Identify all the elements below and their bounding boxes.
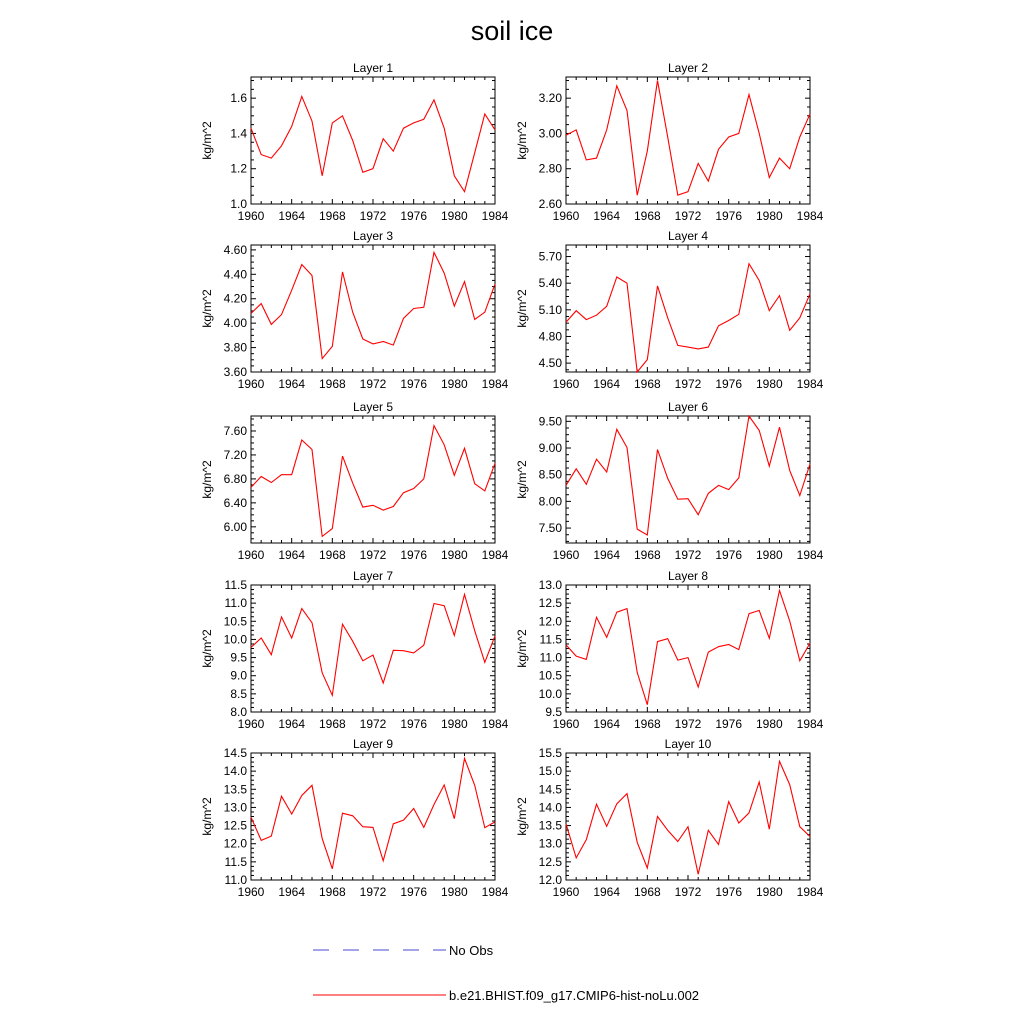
y-tick-label: 6.80 — [223, 471, 247, 486]
y-tick-label: 11.0 — [224, 873, 247, 887]
x-tick-label: 1984 — [481, 548, 509, 562]
x-tick-label: 1980 — [755, 377, 783, 391]
x-tick-label: 1964 — [278, 209, 306, 223]
y-tick-label: 6.40 — [223, 495, 247, 510]
x-tick-label: 1984 — [481, 885, 509, 899]
x-tick-label: 1980 — [440, 548, 468, 562]
y-tick-label: 8.00 — [538, 494, 562, 509]
series-line — [566, 416, 810, 535]
y-tick-label: 3.20 — [538, 91, 562, 106]
y-tick-label: 9.00 — [538, 441, 562, 456]
y-tick-label: 13.0 — [223, 800, 247, 815]
y-axis-label: kg/m^2 — [200, 797, 214, 836]
x-tick-label: 1972 — [359, 717, 387, 731]
y-tick-label: 3.80 — [223, 340, 247, 355]
y-tick-label: 2.80 — [538, 161, 562, 176]
y-axis-label: kg/m^2 — [200, 289, 214, 328]
x-tick-label: 1968 — [318, 885, 346, 899]
y-tick-label: 13.0 — [538, 836, 562, 851]
y-tick-label: 8.0 — [230, 705, 247, 719]
y-tick-label: 14.0 — [223, 764, 247, 779]
y-tick-label: 14.5 — [223, 746, 247, 760]
x-tick-label: 1968 — [318, 209, 346, 223]
series-line — [251, 96, 495, 191]
y-tick-label: 12.0 — [223, 836, 247, 851]
x-tick-label: 1968 — [633, 209, 661, 223]
x-tick-label: 1960 — [237, 885, 265, 899]
series-line — [251, 426, 495, 537]
y-tick-label: 11.0 — [224, 596, 247, 611]
x-tick-label: 1976 — [715, 377, 743, 391]
y-axis-label: kg/m^2 — [515, 289, 529, 328]
plot-frame — [566, 585, 810, 712]
legend-model-label: b.e21.BHIST.f09_g17.CMIP6-hist-noLu.002 — [449, 988, 700, 1003]
plot-frame — [251, 245, 495, 372]
plot-frame — [251, 753, 495, 880]
chart-panel-1 — [200, 61, 509, 223]
x-tick-label: 1980 — [755, 209, 783, 223]
y-tick-label: 4.20 — [223, 291, 247, 306]
y-tick-label: 1.6 — [230, 91, 247, 106]
y-tick-label: 10.0 — [223, 632, 247, 647]
x-tick-label: 1972 — [359, 885, 387, 899]
x-tick-label: 1972 — [359, 377, 387, 391]
x-tick-label: 1964 — [593, 548, 621, 562]
y-tick-label: 10.5 — [223, 614, 247, 629]
x-tick-label: 1976 — [400, 885, 428, 899]
y-axis-label: kg/m^2 — [515, 629, 529, 668]
panel-title: Layer 9 — [352, 737, 394, 751]
y-tick-label: 4.00 — [223, 316, 247, 331]
x-tick-label: 1960 — [237, 209, 265, 223]
x-tick-label: 1960 — [552, 548, 580, 562]
y-tick-label: 2.60 — [538, 197, 562, 211]
x-tick-label: 1968 — [318, 377, 346, 391]
plot-frame — [566, 416, 810, 543]
y-tick-label: 9.50 — [538, 414, 562, 429]
y-tick-label: 14.5 — [538, 782, 562, 797]
chart-panel-9 — [200, 737, 509, 899]
x-tick-label: 1984 — [796, 209, 824, 223]
chart-panel-2 — [515, 61, 824, 223]
chart-panel-5 — [200, 400, 509, 562]
chart-panel-3 — [200, 229, 509, 391]
x-tick-label: 1964 — [593, 717, 621, 731]
panel-title: Layer 6 — [667, 400, 709, 414]
x-tick-label: 1976 — [400, 209, 428, 223]
x-tick-label: 1980 — [440, 717, 468, 731]
x-tick-label: 1980 — [755, 717, 783, 731]
x-tick-label: 1964 — [278, 377, 306, 391]
y-tick-label: 13.5 — [223, 782, 247, 797]
x-tick-label: 1984 — [481, 209, 509, 223]
y-tick-label: 9.0 — [230, 668, 247, 683]
x-tick-label: 1960 — [552, 717, 580, 731]
y-tick-label: 1.4 — [230, 126, 247, 141]
y-tick-label: 5.70 — [538, 249, 562, 264]
y-tick-label: 11.0 — [539, 650, 562, 665]
y-tick-label: 11.5 — [224, 578, 247, 592]
x-tick-label: 1980 — [755, 548, 783, 562]
y-tick-label: 13.0 — [538, 578, 562, 592]
y-tick-label: 1.0 — [230, 197, 247, 211]
x-tick-label: 1976 — [400, 717, 428, 731]
plot-frame — [251, 585, 495, 712]
x-tick-label: 1972 — [674, 377, 702, 391]
x-tick-label: 1964 — [593, 377, 621, 391]
y-tick-label: 10.0 — [538, 686, 562, 701]
x-tick-label: 1980 — [755, 885, 783, 899]
y-tick-label: 11.5 — [539, 632, 562, 647]
x-tick-label: 1980 — [440, 885, 468, 899]
x-tick-label: 1984 — [796, 885, 824, 899]
x-tick-label: 1972 — [674, 209, 702, 223]
legend — [313, 943, 699, 1003]
y-tick-label: 14.0 — [538, 800, 562, 815]
x-tick-label: 1972 — [359, 209, 387, 223]
y-tick-label: 4.50 — [538, 356, 562, 371]
y-tick-label: 13.5 — [538, 818, 562, 833]
y-tick-label: 12.5 — [538, 596, 562, 611]
panel-title: Layer 7 — [352, 569, 394, 583]
panel-title: Layer 2 — [667, 61, 709, 75]
x-tick-label: 1972 — [359, 548, 387, 562]
y-tick-label: 7.60 — [223, 423, 247, 438]
y-axis-label: kg/m^2 — [515, 460, 529, 499]
x-tick-label: 1976 — [715, 548, 743, 562]
y-tick-label: 10.5 — [538, 668, 562, 683]
panel-title: Layer 8 — [667, 569, 709, 583]
panel-title: Layer 4 — [667, 229, 709, 243]
x-tick-label: 1984 — [796, 548, 824, 562]
y-tick-label: 9.5 — [230, 650, 247, 665]
x-tick-label: 1976 — [715, 717, 743, 731]
chart-panel-10 — [515, 737, 824, 899]
plot-frame — [251, 77, 495, 204]
y-axis-label: kg/m^2 — [515, 121, 529, 160]
x-tick-label: 1968 — [633, 717, 661, 731]
x-tick-label: 1968 — [633, 377, 661, 391]
y-tick-label: 7.20 — [223, 447, 247, 462]
series-line — [566, 264, 810, 372]
x-tick-label: 1984 — [481, 377, 509, 391]
y-tick-label: 8.50 — [538, 467, 562, 482]
x-tick-label: 1964 — [278, 548, 306, 562]
plot-frame — [566, 245, 810, 372]
panel-title: Layer 10 — [664, 737, 712, 751]
y-axis-label: kg/m^2 — [515, 797, 529, 836]
y-tick-label: 3.60 — [223, 365, 247, 379]
y-tick-label: 15.0 — [538, 764, 562, 779]
panel-title: Layer 1 — [352, 61, 394, 75]
y-tick-label: 7.50 — [538, 521, 562, 536]
x-tick-label: 1968 — [633, 548, 661, 562]
y-tick-label: 5.40 — [538, 276, 562, 291]
x-tick-label: 1964 — [278, 885, 306, 899]
series-line — [566, 761, 810, 874]
series-line — [566, 81, 810, 196]
x-tick-label: 1984 — [796, 717, 824, 731]
y-tick-label: 15.5 — [538, 746, 562, 760]
x-tick-label: 1976 — [400, 548, 428, 562]
panel-title: Layer 5 — [352, 400, 394, 414]
panel-title: Layer 3 — [352, 229, 394, 243]
plot-frame — [251, 416, 495, 543]
x-tick-label: 1968 — [318, 717, 346, 731]
y-tick-label: 6.00 — [223, 519, 247, 534]
legend-no-obs-label: No Obs — [449, 943, 494, 958]
x-tick-label: 1960 — [237, 548, 265, 562]
x-tick-label: 1960 — [552, 209, 580, 223]
y-axis-label: kg/m^2 — [200, 460, 214, 499]
y-tick-label: 4.40 — [223, 267, 247, 282]
x-tick-label: 1964 — [278, 717, 306, 731]
y-tick-label: 12.5 — [538, 854, 562, 869]
x-tick-label: 1964 — [593, 885, 621, 899]
series-line — [566, 590, 810, 704]
x-tick-label: 1968 — [318, 548, 346, 562]
x-tick-label: 1960 — [552, 885, 580, 899]
y-tick-label: 11.5 — [224, 854, 247, 869]
y-tick-label: 8.5 — [230, 686, 247, 701]
chart-panel-4 — [515, 229, 824, 391]
x-tick-label: 1968 — [633, 885, 661, 899]
y-tick-label: 3.00 — [538, 126, 562, 141]
y-tick-label: 12.5 — [223, 818, 247, 833]
series-line — [251, 758, 495, 868]
x-tick-label: 1972 — [674, 885, 702, 899]
y-axis-label: kg/m^2 — [200, 121, 214, 160]
x-tick-label: 1976 — [715, 209, 743, 223]
series-line — [251, 252, 495, 358]
x-tick-label: 1984 — [796, 377, 824, 391]
y-tick-label: 12.0 — [538, 614, 562, 629]
figure-title: soil ice — [470, 16, 554, 46]
x-tick-label: 1976 — [400, 377, 428, 391]
y-tick-label: 5.10 — [538, 302, 562, 317]
y-tick-label: 12.0 — [538, 873, 562, 887]
x-tick-label: 1980 — [440, 377, 468, 391]
x-tick-label: 1984 — [481, 717, 509, 731]
x-tick-label: 1980 — [440, 209, 468, 223]
y-tick-label: 9.5 — [545, 705, 562, 719]
chart-panel-7 — [200, 569, 509, 731]
x-tick-label: 1964 — [593, 209, 621, 223]
x-tick-label: 1960 — [237, 377, 265, 391]
chart-panel-8 — [515, 569, 824, 731]
x-tick-label: 1960 — [237, 717, 265, 731]
series-line — [251, 594, 495, 695]
y-axis-label: kg/m^2 — [200, 629, 214, 668]
x-tick-label: 1972 — [674, 548, 702, 562]
y-tick-label: 4.60 — [223, 242, 247, 257]
x-tick-label: 1972 — [674, 717, 702, 731]
x-tick-label: 1960 — [552, 377, 580, 391]
y-tick-label: 4.80 — [538, 329, 562, 344]
chart-panel-6 — [515, 400, 824, 562]
y-tick-label: 1.2 — [230, 161, 247, 176]
x-tick-label: 1976 — [715, 885, 743, 899]
